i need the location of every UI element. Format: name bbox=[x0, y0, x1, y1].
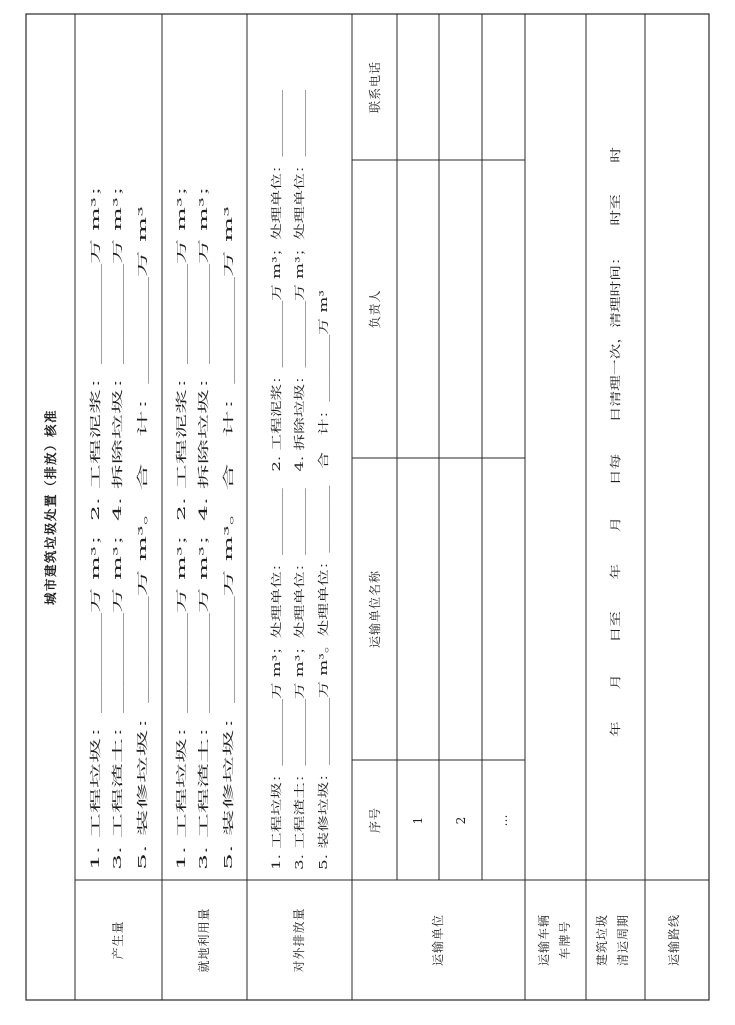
label-external-discharge: 对外排放量 bbox=[292, 907, 306, 973]
cycle-text: 年 月 日至 年 月 日每 日清理一次，清理时间： 时至 时 bbox=[609, 324, 622, 737]
discharge-line-1: 1. 工程垃圾：________万 m³；处理单位：________ 2. 工程泥浆：________万 m³；处理单位：________ bbox=[270, 354, 283, 870]
production-line-3: 5. 装修垃圾：________万 m³。 合 计：________万 m³ bbox=[136, 595, 149, 870]
transport-row-index: … bbox=[496, 813, 510, 827]
onsite-line-1: 1. 工程垃圾：________万 m³；2. 工程泥浆：________万 m³； bbox=[175, 563, 188, 870]
transport-row-index: 2 bbox=[454, 815, 468, 825]
form-border bbox=[26, 14, 709, 1000]
production-line-2: 3. 工程渣土：________万 m³；4. 拆除垃圾：________万 m³； bbox=[111, 563, 124, 870]
label-vehicle-plate-line2: 车牌号 bbox=[558, 920, 572, 960]
discharge-line-2: 3. 工程渣土：________万 m³；处理单位：________ 4. 拆除垃圾：________万 m³；处理单位：________ bbox=[293, 354, 306, 870]
label-cycle-line1: 建筑垃圾 bbox=[595, 913, 609, 967]
form-title: 城市建筑垃圾处置（排放）核准 bbox=[43, 408, 58, 606]
label-route: 运输路线 bbox=[667, 913, 681, 967]
onsite-line-2: 3. 工程渣土：________万 m³；4. 拆除垃圾：________万 m³； bbox=[197, 563, 210, 870]
onsite-line-3: 5. 装修垃圾：________万 m³。 合 计：________万 m³ bbox=[222, 595, 235, 870]
label-vehicle-plate-line1: 运输车辆 bbox=[537, 913, 551, 967]
transport-header-manager: 负责人 bbox=[368, 289, 382, 329]
label-transport-unit: 运输单位 bbox=[431, 913, 445, 967]
transport-row-index: 1 bbox=[411, 815, 425, 825]
transport-header-index: 序号 bbox=[368, 806, 382, 834]
label-production: 产生量 bbox=[111, 920, 125, 960]
label-cycle-line2: 清运周期 bbox=[616, 913, 630, 967]
production-line-1: 1. 工程垃圾：________万 m³；2. 工程泥浆：________万 m³； bbox=[89, 563, 102, 870]
label-onsite-use: 就地利用量 bbox=[197, 907, 211, 973]
discharge-line-3: 5. 装修垃圾：________万 m³。处理单位：________ 合 计：________万 m³ bbox=[317, 489, 330, 870]
transport-header-phone: 联系电话 bbox=[368, 60, 382, 114]
transport-header-name: 运输单位名称 bbox=[368, 569, 382, 649]
